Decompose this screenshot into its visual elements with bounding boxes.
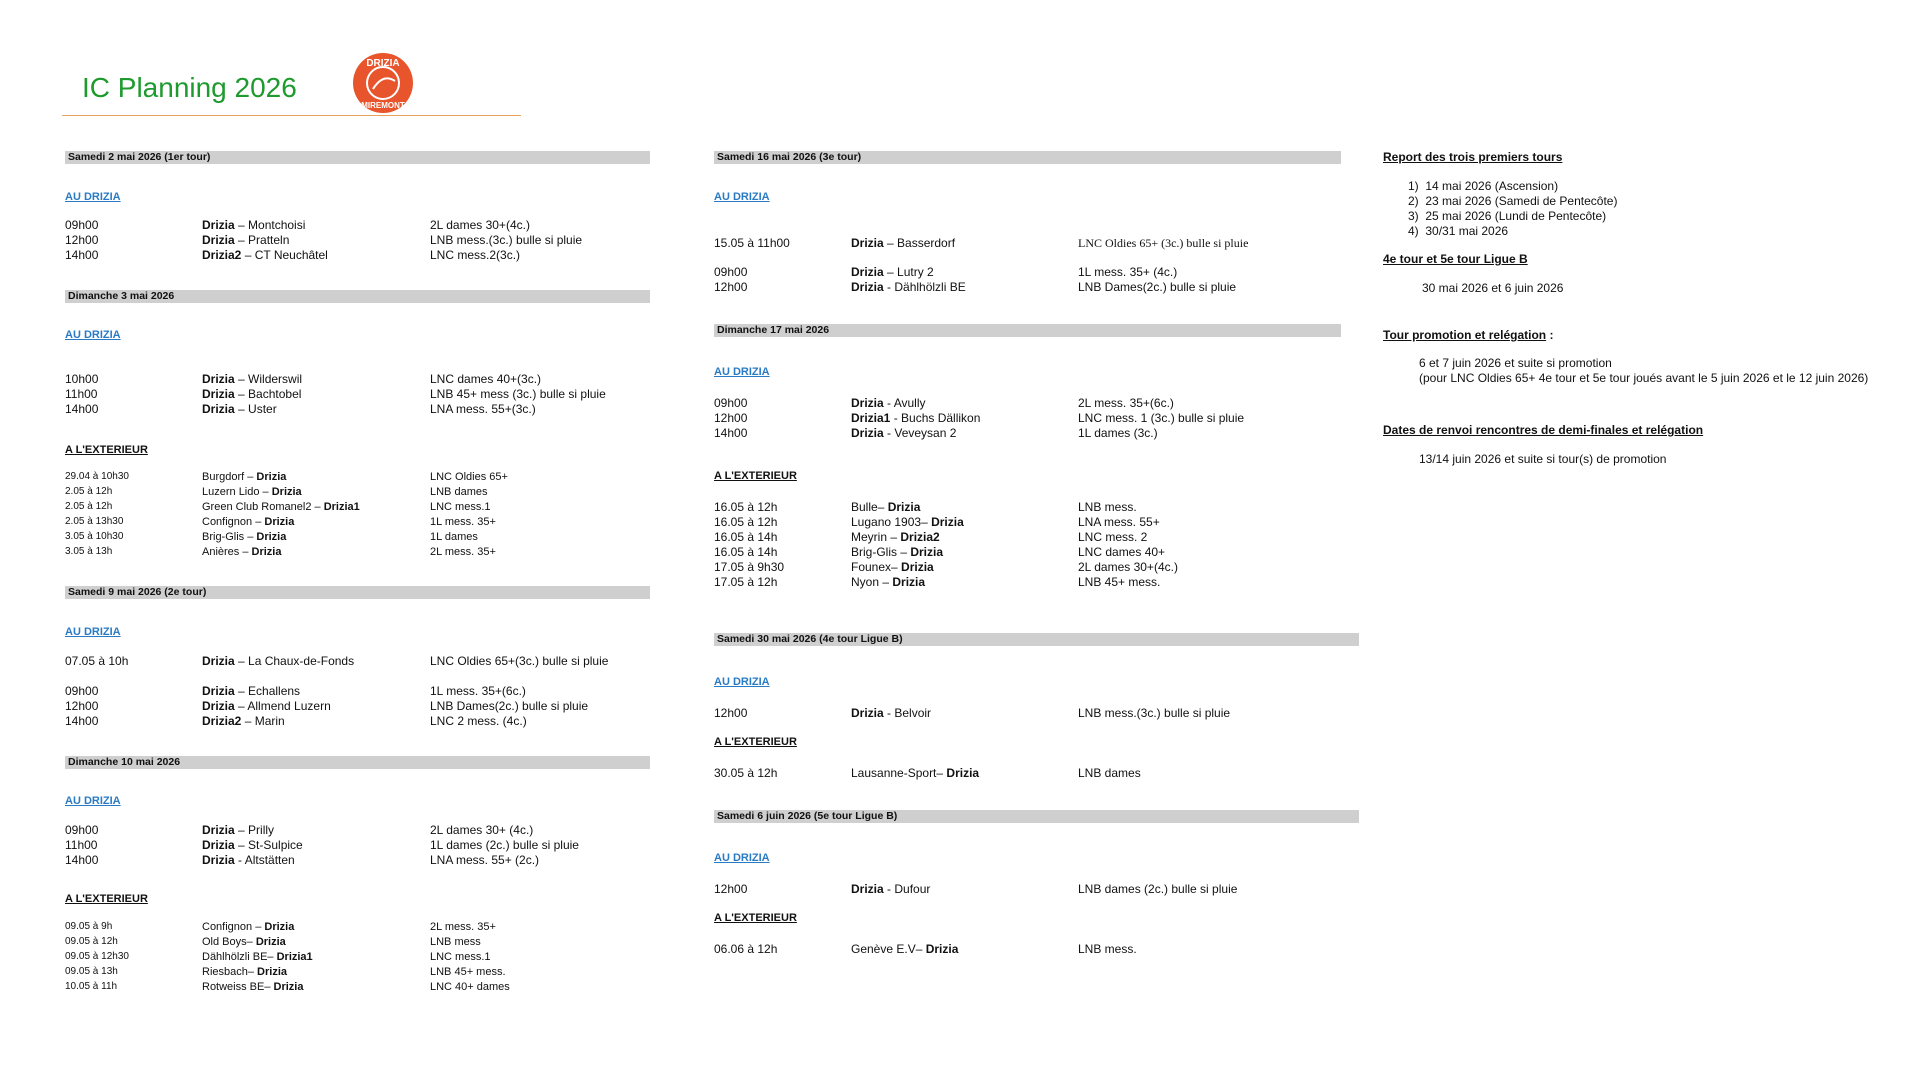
match-category: 2L mess. 35+(6c.): [1078, 396, 1174, 410]
match-teams: Drizia – Pratteln: [202, 233, 290, 247]
match-time: 14h00: [714, 426, 748, 440]
renvoi-title: Dates de renvoi rencontres de demi-finales et relégation: [1383, 423, 1704, 437]
date-header-bar: Samedi 16 mai 2026 (3e tour): [714, 151, 1341, 164]
match-time: 07.05 à 10h: [65, 654, 129, 668]
match-category: LNC Oldies 65+ (3c.) bulle si pluie: [1078, 236, 1249, 250]
match-teams: Drizia - Dufour: [851, 882, 931, 896]
report-item: 3) 25 mai 2026 (Lundi de Pentecôte): [1408, 209, 1607, 223]
match-time: 2.05 à 12h: [65, 501, 113, 512]
drizia-logo: [351, 51, 415, 115]
match-teams: Drizia - Veveysan 2: [851, 426, 957, 440]
match-category: LNB Dames(2c.) bulle si pluie: [430, 699, 589, 713]
match-teams: Drizia - Altstätten: [202, 853, 295, 867]
match-category: 2L mess. 35+: [430, 546, 496, 558]
match-time: 09.05 à 9h: [65, 921, 113, 932]
match-time: 2.05 à 13h30: [65, 516, 124, 527]
section-away: A L'EXTERIEUR: [65, 893, 148, 905]
match-category: LNC dames 40+(3c.): [430, 372, 542, 386]
match-teams: Drizia – Bachtobel: [202, 387, 302, 401]
match-category: LNB mess.(3c.) bulle si pluie: [1078, 706, 1231, 720]
match-time: 14h00: [65, 853, 99, 867]
match-time: 10.05 à 11h: [65, 981, 118, 992]
match-time: 3.05 à 10h30: [65, 531, 124, 542]
match-time: 09h00: [65, 823, 99, 837]
match-category: LNC 40+ dames: [430, 981, 510, 993]
match-category: 2L mess. 35+: [430, 921, 496, 933]
match-teams: Founex– Drizia: [851, 560, 934, 574]
match-time: 11h00: [65, 838, 98, 852]
match-category: LNA mess. 55+: [1078, 515, 1160, 529]
section-home: AU DRIZIA: [714, 852, 770, 864]
match-time: 14h00: [65, 248, 99, 262]
match-category: LNB mess.: [1078, 942, 1137, 956]
match-teams: Drizia – Allmend Luzern: [202, 699, 331, 713]
match-time: 12h00: [714, 411, 748, 425]
match-time: 16.05 à 12h: [714, 500, 778, 514]
report-item: 2) 23 mai 2026 (Samedi de Pentecôte): [1408, 194, 1618, 208]
match-category: LNA mess. 55+(3c.): [430, 402, 536, 416]
match-time: 09h00: [714, 265, 748, 279]
match-teams: Drizia – Echallens: [202, 684, 301, 698]
match-teams: Brig-Glis – Drizia: [202, 531, 287, 543]
match-time: 09.05 à 13h: [65, 966, 118, 977]
match-time: 09.05 à 12h: [65, 936, 118, 947]
match-time: 14h00: [65, 714, 99, 728]
match-teams: Drizia - Avully: [851, 396, 926, 410]
promo-note: (pour LNC Oldies 65+ 4e tour et 5e tour joués avant le 5 juin 2026 et le 12 juin 2026): [1419, 371, 1869, 385]
match-teams: Meyrin – Drizia2: [851, 530, 940, 544]
match-time: 09h00: [65, 218, 99, 232]
section-home: AU DRIZIA: [714, 366, 770, 378]
match-category: 2L dames 30+(4c.): [1078, 560, 1178, 574]
match-category: 2L dames 30+(4c.): [430, 218, 530, 232]
match-category: LNC mess. 1 (3c.) bulle si pluie: [1078, 411, 1245, 425]
match-category: LNB mess.: [1078, 500, 1137, 514]
match-category: LNB 45+ mess.: [430, 966, 506, 978]
match-teams: Rotweiss BE– Drizia: [202, 981, 304, 993]
match-category: LNB 45+ mess (3c.) bulle si pluie: [430, 387, 606, 401]
match-category: 1L dames (2c.) bulle si pluie: [430, 838, 579, 852]
ligue-b-dates: 30 mai 2026 et 6 juin 2026: [1422, 281, 1564, 295]
section-away: A L'EXTERIEUR: [714, 912, 797, 924]
date-header-bar: Dimanche 10 mai 2026: [65, 756, 650, 769]
match-time: 15.05 à 11h00: [714, 236, 790, 250]
match-teams: Confignon – Drizia: [202, 921, 295, 933]
match-category: 1L mess. 35+: [430, 516, 496, 528]
match-time: 12h00: [65, 233, 99, 247]
match-time: 12h00: [714, 882, 748, 896]
match-time: 09h00: [714, 396, 748, 410]
ligue-b-title: 4e tour et 5e tour Ligue B: [1383, 252, 1528, 266]
match-category: LNB 45+ mess.: [1078, 575, 1161, 589]
match-teams: Dählhölzli BE– Drizia1: [202, 951, 313, 963]
match-teams: Brig-Glis – Drizia: [851, 545, 944, 559]
report-item: 4) 30/31 mai 2026: [1408, 224, 1509, 238]
match-time: 16.05 à 14h: [714, 530, 778, 544]
match-teams: Nyon – Drizia: [851, 575, 926, 589]
section-home: AU DRIZIA: [65, 191, 121, 203]
date-header-bar: Samedi 2 mai 2026 (1er tour): [65, 151, 650, 164]
match-category: LNC mess.1: [430, 951, 491, 963]
match-teams: Confignon – Drizia: [202, 516, 295, 528]
match-teams: Lausanne-Sport– Drizia: [851, 766, 980, 780]
match-category: 2L dames 30+ (4c.): [430, 823, 534, 837]
match-category: LNC mess.1: [430, 501, 491, 513]
match-teams: Drizia - Belvoir: [851, 706, 932, 720]
match-time: 30.05 à 12h: [714, 766, 778, 780]
match-teams: Drizia - Dählhölzli BE: [851, 280, 966, 294]
match-teams: Old Boys– Drizia: [202, 936, 286, 948]
match-teams: Riesbach– Drizia: [202, 966, 288, 978]
match-teams: Bulle– Drizia: [851, 500, 921, 514]
match-teams: Drizia – Prilly: [202, 823, 275, 837]
renvoi-dates: 13/14 juin 2026 et suite si tour(s) de promotion: [1419, 452, 1667, 466]
promo-line: 6 et 7 juin 2026 et suite si promotion: [1419, 356, 1612, 370]
match-category: LNC mess.2(3c.): [430, 248, 521, 262]
match-time: 11h00: [65, 387, 98, 401]
match-teams: Drizia – Montchoisi: [202, 218, 306, 232]
match-category: 1L mess. 35+(6c.): [430, 684, 526, 698]
match-time: 09.05 à 12h30: [65, 951, 129, 962]
match-category: LNC 2 mess. (4c.): [430, 714, 527, 728]
match-category: 1L mess. 35+ (4c.): [1078, 265, 1178, 279]
section-home: AU DRIZIA: [714, 191, 770, 203]
match-teams: Drizia2 – CT Neuchâtel: [202, 248, 328, 262]
match-time: 16.05 à 14h: [714, 545, 778, 559]
match-teams: Drizia – Uster: [202, 402, 277, 416]
match-category: LNC Oldies 65+: [430, 471, 508, 483]
match-teams: Drizia2 – Marin: [202, 714, 285, 728]
date-header-bar: Samedi 6 juin 2026 (5e tour Ligue B): [714, 810, 1359, 823]
date-header-bar: Samedi 30 mai 2026 (4e tour Ligue B): [714, 633, 1359, 646]
section-away: A L'EXTERIEUR: [714, 736, 797, 748]
match-time: 3.05 à 13h: [65, 546, 113, 557]
svg-text:MIREMONT: MIREMONT: [361, 101, 405, 110]
section-away: A L'EXTERIEUR: [714, 470, 797, 482]
date-header-bar: Dimanche 3 mai 2026: [65, 290, 650, 303]
match-teams: Drizia – Basserdorf: [851, 236, 956, 250]
match-category: LNB dames: [430, 486, 488, 498]
match-teams: Anières – Drizia: [202, 546, 282, 558]
match-time: 09h00: [65, 684, 99, 698]
report-title: Report des trois premiers tours: [1383, 150, 1563, 164]
svg-text:DRIZIA: DRIZIA: [366, 58, 400, 69]
match-time: 10h00: [65, 372, 99, 386]
match-category: LNB mess.(3c.) bulle si pluie: [430, 233, 583, 247]
section-home: AU DRIZIA: [714, 676, 770, 688]
match-category: LNA mess. 55+ (2c.): [430, 853, 540, 867]
promo-title: Tour promotion et relégation :: [1383, 328, 1554, 342]
match-time: 16.05 à 12h: [714, 515, 778, 529]
match-category: LNC dames 40+: [1078, 545, 1166, 559]
match-category: 1L dames (3c.): [1078, 426, 1158, 440]
match-teams: Drizia – La Chaux-de-Fonds: [202, 654, 355, 668]
match-category: LNB dames (2c.) bulle si pluie: [1078, 882, 1238, 896]
match-time: 12h00: [714, 706, 748, 720]
match-teams: Genève E.V– Drizia: [851, 942, 959, 956]
match-teams: Drizia – St-Sulpice: [202, 838, 303, 852]
match-time: 2.05 à 12h: [65, 486, 113, 497]
report-item: 1) 14 mai 2026 (Ascension): [1408, 179, 1559, 193]
match-teams: Drizia – Lutry 2: [851, 265, 934, 279]
match-teams: Luzern Lido – Drizia: [202, 486, 302, 498]
match-teams: Drizia1 - Buchs Dällikon: [851, 411, 981, 425]
match-teams: Lugano 1903– Drizia: [851, 515, 964, 529]
match-category: LNB dames: [1078, 766, 1141, 780]
match-category: LNB mess: [430, 936, 481, 948]
match-time: 29.04 à 10h30: [65, 471, 129, 482]
match-time: 12h00: [65, 699, 99, 713]
match-time: 14h00: [65, 402, 99, 416]
match-time: 06.06 à 12h: [714, 942, 778, 956]
match-teams: Burgdorf – Drizia: [202, 471, 287, 483]
match-category: LNC mess. 2: [1078, 530, 1148, 544]
section-away: A L'EXTERIEUR: [65, 444, 148, 456]
section-home: AU DRIZIA: [65, 329, 121, 341]
match-category: LNC Oldies 65+(3c.) bulle si pluie: [430, 654, 609, 668]
date-header-bar: Samedi 9 mai 2026 (2e tour): [65, 586, 650, 599]
title-underline: [62, 115, 521, 116]
match-time: 12h00: [714, 280, 748, 294]
match-time: 17.05 à 9h30: [714, 560, 785, 574]
date-header-bar: Dimanche 17 mai 2026: [714, 324, 1341, 337]
match-category: 1L dames: [430, 531, 478, 543]
match-time: 17.05 à 12h: [714, 575, 778, 589]
match-teams: Drizia – Wilderswil: [202, 372, 303, 386]
section-home: AU DRIZIA: [65, 626, 121, 638]
match-category: LNB Dames(2c.) bulle si pluie: [1078, 280, 1237, 294]
section-home: AU DRIZIA: [65, 795, 121, 807]
page-title: IC Planning 2026: [82, 72, 297, 103]
match-teams: Green Club Romanel2 – Drizia1: [202, 501, 360, 513]
